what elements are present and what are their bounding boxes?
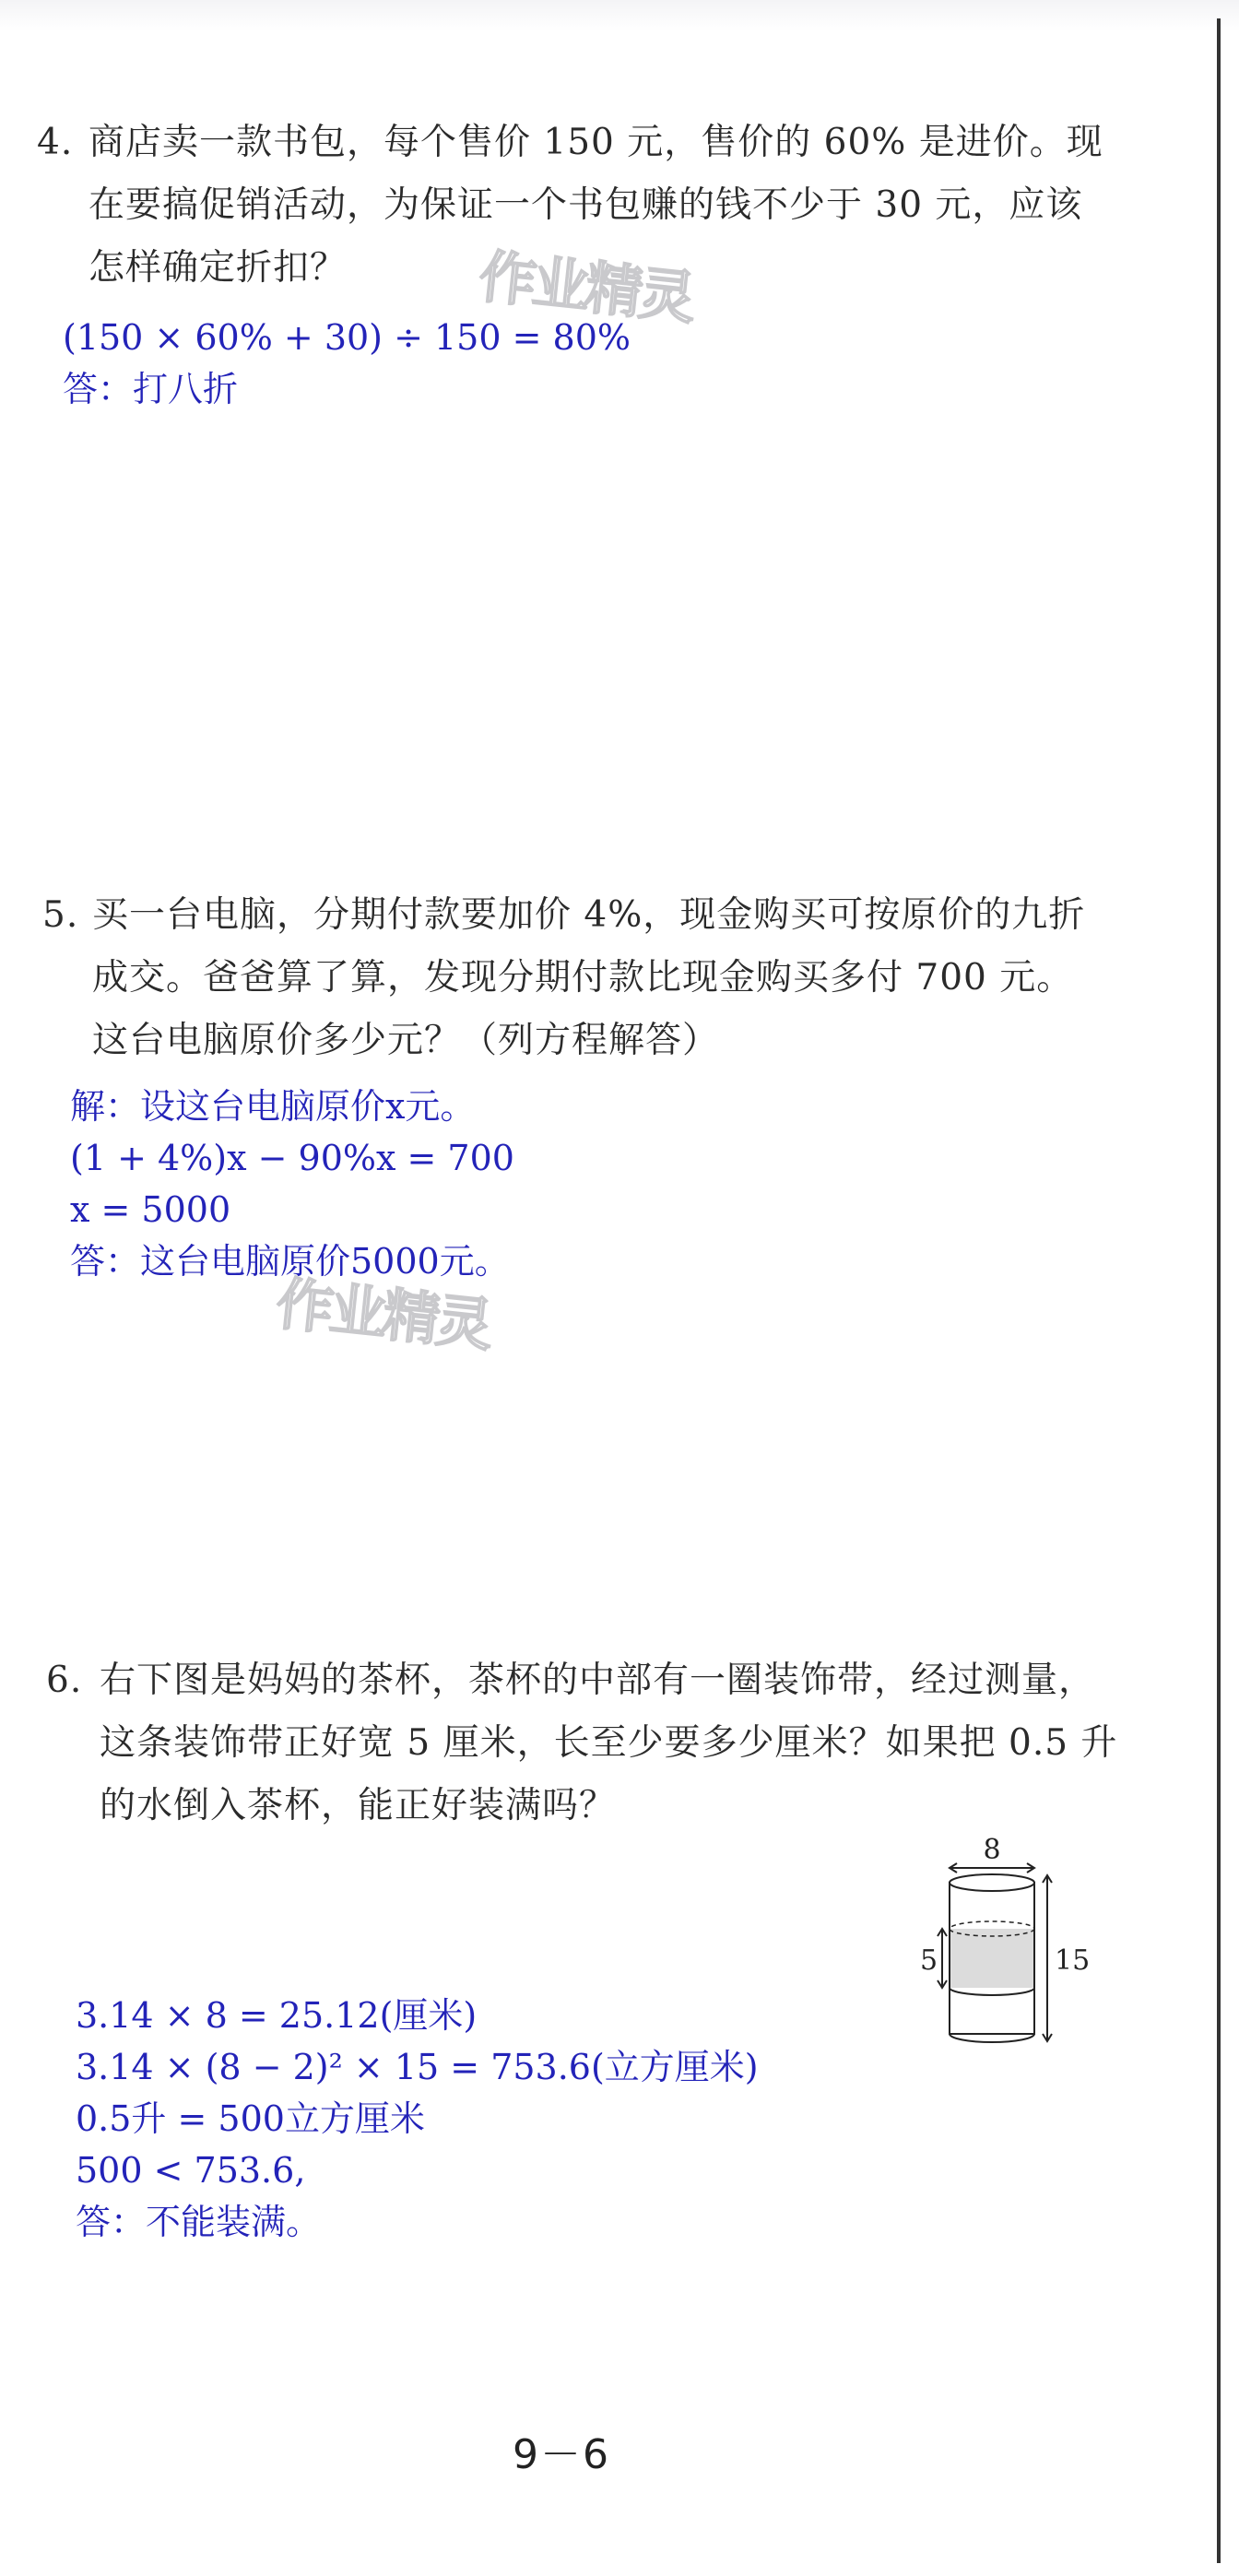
- answer-line: 答：这台电脑原价5000元。: [70, 1241, 510, 1282]
- answer-line: (150 × 60% + 30) ÷ 150 = 80%: [63, 317, 631, 358]
- answer-5: [70, 1081, 900, 1302]
- question-text-line: 的水倒入茶杯，能正好装满吗？: [100, 1785, 617, 1826]
- answer-line: 500 < 753.6,: [76, 2150, 306, 2191]
- answer-line: x = 5000: [70, 1189, 231, 1230]
- question-text-line: 在要搞促销活动，为保证一个书包赚的钱不少于 30 元，应该: [88, 184, 1083, 226]
- page-number: 9－6: [513, 2431, 610, 2478]
- answer-4: [63, 312, 892, 422]
- decoration-band: [950, 1929, 1033, 1988]
- question-6: [46, 1650, 1217, 1853]
- answer-line: (1 + 4%)x − 90%x = 700: [70, 1138, 514, 1178]
- answer-line: 0.5升 = 500立方厘米: [76, 2098, 425, 2139]
- page-edge-line: [1217, 18, 1221, 2563]
- question-text-line: 这台电脑原价多少元？（列方程解答）: [92, 1020, 720, 1061]
- question-text-line: 这条装饰带正好宽 5 厘米，长至少要多少厘米？如果把 0.5 升: [100, 1722, 1118, 1764]
- question-text-line: 怎样确定折扣？: [88, 247, 348, 289]
- answer-6: [76, 1990, 905, 2266]
- band-width-label: 5: [920, 1944, 938, 1977]
- answer-line: 3.14 × (8 − 2)² × 15 = 753.6(立方厘米): [76, 2047, 759, 2087]
- question-text-line: 右下图是妈妈的茶杯，茶杯的中部有一圈装饰带，经过测量，: [100, 1660, 1096, 1701]
- tea-cup-figure: [913, 1835, 1097, 2065]
- question-number: 5.: [42, 894, 79, 936]
- diameter-label: 8: [983, 1835, 1001, 1866]
- watermark: 作业精灵: [476, 242, 696, 332]
- answer-line: 答：打八折: [63, 369, 239, 409]
- question-number: 6.: [46, 1660, 83, 1701]
- answer-line: 3.14 × 8 = 25.12(厘米): [76, 1995, 478, 2036]
- question-text-line: 买一台电脑，分期付款要加价 4%，现金购买可按原价的九折: [92, 894, 1086, 936]
- question-number: 4.: [37, 122, 74, 163]
- question-5: [42, 885, 1204, 1088]
- watermark: 作业精灵: [273, 1270, 493, 1359]
- page-top-shade: [0, 0, 1239, 31]
- question-text-line: 商店卖一款书包，每个售价 150 元，售价的 60% 是进价。现: [88, 122, 1103, 163]
- height-label: 15: [1055, 1944, 1091, 1977]
- question-text-line: 成交。爸爸算了算，发现分期付款比现金购买多付 700 元。: [92, 957, 1074, 998]
- cup-rim: [950, 1874, 1034, 1891]
- cup-base: [950, 2034, 1034, 2042]
- answer-line: 答：不能装满。: [76, 2202, 322, 2242]
- answer-line: 解：设这台电脑原价x元。: [70, 1086, 476, 1127]
